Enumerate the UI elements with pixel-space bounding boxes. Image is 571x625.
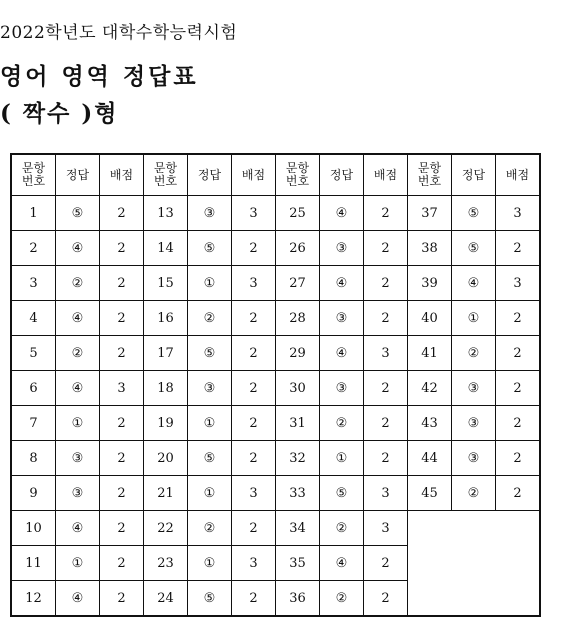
points-cell: 2 <box>100 546 144 581</box>
points-cell: 2 <box>496 476 541 511</box>
points-cell: 2 <box>232 231 276 266</box>
empty-cell <box>496 511 541 546</box>
table-row <box>11 371 540 406</box>
points-cell: 2 <box>364 406 408 441</box>
answer-cell: ① <box>188 406 232 441</box>
answer-cell: ④ <box>320 546 364 581</box>
question-number-cell: 35 <box>276 546 320 581</box>
table-row <box>11 546 540 581</box>
points-cell: 2 <box>364 301 408 336</box>
answer-cell: ⑤ <box>188 581 232 617</box>
question-number-cell: 12 <box>11 581 56 617</box>
answer-cell: ⑤ <box>188 231 232 266</box>
points-cell: 2 <box>232 301 276 336</box>
points-cell: 2 <box>100 231 144 266</box>
answer-cell: ④ <box>56 511 100 546</box>
question-number-cell: 22 <box>144 511 188 546</box>
table-header-row <box>11 154 540 196</box>
header-question-number-text: 번호 <box>21 174 46 188</box>
question-number-cell: 38 <box>408 231 452 266</box>
page-title: 영어 영역 정답표 <box>0 63 199 90</box>
table-row <box>11 476 540 511</box>
answer-key-table <box>10 153 541 617</box>
empty-cell <box>496 581 541 617</box>
question-number-cell: 39 <box>408 266 452 301</box>
question-number-cell: 16 <box>144 301 188 336</box>
answer-cell: ④ <box>320 336 364 371</box>
table-row <box>11 196 540 231</box>
question-number-cell: 28 <box>276 301 320 336</box>
answer-cell: ③ <box>452 441 496 476</box>
answer-cell: ⑤ <box>452 196 496 231</box>
question-number-cell: 14 <box>144 231 188 266</box>
points-cell: 2 <box>364 231 408 266</box>
points-cell: 2 <box>100 441 144 476</box>
header-question-number-text: 번호 <box>417 174 442 188</box>
points-cell: 2 <box>100 476 144 511</box>
answer-cell: ① <box>56 406 100 441</box>
points-cell: 2 <box>232 336 276 371</box>
answer-cell: ③ <box>188 371 232 406</box>
question-number-cell: 7 <box>11 406 56 441</box>
answer-cell: ③ <box>188 196 232 231</box>
table-row <box>11 301 540 336</box>
answer-cell: ② <box>56 266 100 301</box>
points-cell: 2 <box>100 196 144 231</box>
header-points: 배점 <box>100 154 144 196</box>
table-row <box>11 511 540 546</box>
points-cell: 3 <box>496 196 541 231</box>
answer-cell: ③ <box>320 371 364 406</box>
question-number-cell: 21 <box>144 476 188 511</box>
question-number-cell: 33 <box>276 476 320 511</box>
answer-cell: ④ <box>56 301 100 336</box>
question-number-cell: 40 <box>408 301 452 336</box>
header-question-number <box>408 154 452 196</box>
question-number-cell: 26 <box>276 231 320 266</box>
empty-cell <box>452 546 496 581</box>
answer-cell: ④ <box>452 266 496 301</box>
header-answer: 정답 <box>56 154 100 196</box>
question-number-cell: 29 <box>276 336 320 371</box>
answer-cell: ① <box>452 301 496 336</box>
answer-cell: ⑤ <box>452 231 496 266</box>
answer-cell: ① <box>56 546 100 581</box>
header-question-number-text: 문항 <box>285 161 310 175</box>
table-row <box>11 266 540 301</box>
header-question-number <box>11 154 56 196</box>
answer-cell: ② <box>320 581 364 617</box>
answer-cell: ④ <box>320 196 364 231</box>
question-number-cell: 5 <box>11 336 56 371</box>
question-number-cell: 31 <box>276 406 320 441</box>
points-cell: 2 <box>364 546 408 581</box>
question-number-cell: 10 <box>11 511 56 546</box>
points-cell: 3 <box>232 476 276 511</box>
answer-cell: ④ <box>56 371 100 406</box>
question-number-cell: 41 <box>408 336 452 371</box>
answer-cell: ④ <box>320 266 364 301</box>
points-cell: 2 <box>364 441 408 476</box>
question-number-cell: 17 <box>144 336 188 371</box>
question-number-cell: 37 <box>408 196 452 231</box>
points-cell: 2 <box>100 406 144 441</box>
question-number-cell: 11 <box>11 546 56 581</box>
header-points: 배점 <box>496 154 541 196</box>
points-cell: 2 <box>100 266 144 301</box>
header-points: 배점 <box>364 154 408 196</box>
points-cell: 3 <box>496 266 541 301</box>
header-points: 배점 <box>232 154 276 196</box>
table-row <box>11 231 540 266</box>
points-cell: 3 <box>364 476 408 511</box>
answer-cell: ① <box>188 266 232 301</box>
answer-cell: ③ <box>320 301 364 336</box>
points-cell: 3 <box>364 336 408 371</box>
question-number-cell: 4 <box>11 301 56 336</box>
header-question-number-text: 문항 <box>153 161 178 175</box>
answer-cell: ⑤ <box>56 196 100 231</box>
question-number-cell: 42 <box>408 371 452 406</box>
points-cell: 2 <box>364 196 408 231</box>
answer-cell: ② <box>320 511 364 546</box>
header-question-number-text: 문항 <box>21 161 46 175</box>
header-answer: 정답 <box>188 154 232 196</box>
question-number-cell: 32 <box>276 441 320 476</box>
answer-cell: ② <box>452 476 496 511</box>
question-number-cell: 2 <box>11 231 56 266</box>
points-cell: 2 <box>232 371 276 406</box>
question-number-cell: 34 <box>276 511 320 546</box>
question-number-cell: 13 <box>144 196 188 231</box>
question-number-cell: 36 <box>276 581 320 617</box>
answer-cell: ③ <box>56 441 100 476</box>
points-cell: 2 <box>232 441 276 476</box>
answer-cell: ② <box>56 336 100 371</box>
question-number-cell: 18 <box>144 371 188 406</box>
question-number-cell: 30 <box>276 371 320 406</box>
table-row <box>11 441 540 476</box>
empty-cell <box>496 546 541 581</box>
empty-cell <box>452 581 496 617</box>
answer-cell: ③ <box>452 371 496 406</box>
points-cell: 2 <box>364 371 408 406</box>
empty-cell <box>408 546 452 581</box>
points-cell: 3 <box>100 371 144 406</box>
answer-cell: ③ <box>56 476 100 511</box>
points-cell: 2 <box>100 581 144 617</box>
answer-cell: ② <box>188 511 232 546</box>
header-answer: 정답 <box>452 154 496 196</box>
answer-cell: ② <box>320 406 364 441</box>
question-number-cell: 1 <box>11 196 56 231</box>
question-number-cell: 23 <box>144 546 188 581</box>
answer-cell: ③ <box>320 231 364 266</box>
exam-title: 2022학년도 대학수학능력시험 <box>0 23 238 43</box>
answer-cell: ② <box>188 301 232 336</box>
header-question-number <box>144 154 188 196</box>
points-cell: 2 <box>364 581 408 617</box>
answer-cell: ① <box>188 546 232 581</box>
points-cell: 2 <box>496 371 541 406</box>
table-row <box>11 406 540 441</box>
question-number-cell: 15 <box>144 266 188 301</box>
question-number-cell: 24 <box>144 581 188 617</box>
question-number-cell: 43 <box>408 406 452 441</box>
question-number-cell: 20 <box>144 441 188 476</box>
question-number-cell: 25 <box>276 196 320 231</box>
header-answer: 정답 <box>320 154 364 196</box>
table-row <box>11 581 540 617</box>
points-cell: 2 <box>100 301 144 336</box>
header-question-number <box>276 154 320 196</box>
points-cell: 3 <box>232 546 276 581</box>
answer-cell: ① <box>320 441 364 476</box>
header-question-number-text: 번호 <box>153 174 178 188</box>
question-number-cell: 27 <box>276 266 320 301</box>
question-number-cell: 9 <box>11 476 56 511</box>
points-cell: 3 <box>364 511 408 546</box>
points-cell: 2 <box>232 581 276 617</box>
points-cell: 2 <box>496 231 541 266</box>
points-cell: 2 <box>496 336 541 371</box>
header-question-number-text: 문항 <box>417 161 442 175</box>
answer-cell: ④ <box>56 581 100 617</box>
answer-cell: ⑤ <box>188 441 232 476</box>
question-number-cell: 19 <box>144 406 188 441</box>
answer-cell: ① <box>188 476 232 511</box>
answer-cell: ⑤ <box>188 336 232 371</box>
points-cell: 2 <box>100 511 144 546</box>
points-cell: 2 <box>232 406 276 441</box>
answer-cell: ⑤ <box>320 476 364 511</box>
empty-cell <box>452 511 496 546</box>
points-cell: 2 <box>496 441 541 476</box>
points-cell: 2 <box>100 336 144 371</box>
question-number-cell: 8 <box>11 441 56 476</box>
answer-cell: ② <box>452 336 496 371</box>
question-number-cell: 3 <box>11 266 56 301</box>
test-type-label: ( 짝수 )형 <box>0 100 119 127</box>
points-cell: 3 <box>232 266 276 301</box>
points-cell: 3 <box>232 196 276 231</box>
points-cell: 2 <box>364 266 408 301</box>
points-cell: 2 <box>232 511 276 546</box>
question-number-cell: 45 <box>408 476 452 511</box>
empty-cell <box>408 511 452 546</box>
answer-cell: ③ <box>452 406 496 441</box>
empty-cell <box>408 581 452 617</box>
header-question-number-text: 번호 <box>285 174 310 188</box>
question-number-cell: 6 <box>11 371 56 406</box>
points-cell: 2 <box>496 406 541 441</box>
table-row <box>11 336 540 371</box>
points-cell: 2 <box>496 301 541 336</box>
answer-cell: ④ <box>56 231 100 266</box>
question-number-cell: 44 <box>408 441 452 476</box>
